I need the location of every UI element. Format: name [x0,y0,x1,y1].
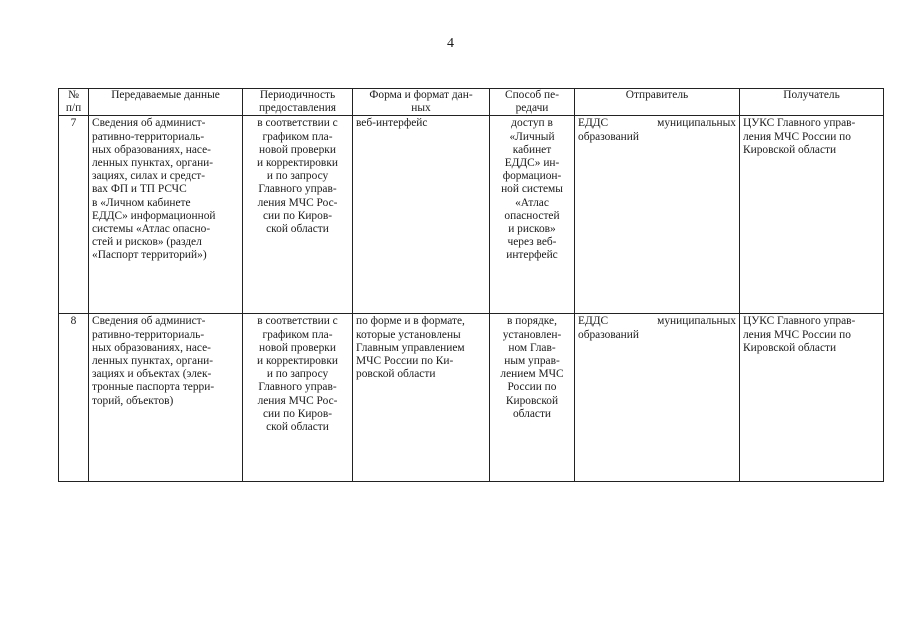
header-period: Периодичность предоставления [243,89,353,116]
sender-org: ЕДДС [578,315,609,328]
header-sender: Отправитель [575,89,740,116]
table-row [59,116,884,314]
header-method: Способ пе- редачи [490,89,575,116]
row-data: Сведения об админист- ративно-территориаль- ных образованиях, насе- ленных пунктах, органи- зациях и объектах (элек- тронные паспорта терри- торий, объектов) [89,314,243,482]
header-receiver: Получатель [740,89,884,116]
row-receiver: ЦУКС Главного управ- ления МЧС России по Кировской области [740,116,884,314]
row-period: в соответствии с графиком пла- новой проверки и корректировки и по запросу Главного управ- ления МЧС Рос- сии по Киров- ской области [243,314,353,482]
header-data: Передаваемые данные [89,89,243,116]
sender-rest-line2: образований [578,328,639,341]
sender-rest-line2: образований [578,130,639,143]
row-method: доступ в «Личный кабинет ЕДДС» ин- формацион- ной системы «Атлас опасностей и рисков» через веб- интерфейс [490,116,575,314]
row-sender [575,116,740,314]
row-num: 8 [59,314,89,482]
sender-rest: муниципальных [657,315,736,328]
row-method: в порядке, установлен- ном Глав- ным управ- лением МЧС России по Кировской области [490,314,575,482]
row-sender [575,314,740,482]
row-form: по форме и в формате, которые установлены Главным управлением МЧС России по Ки- ровской области [353,314,490,482]
page-number: 4 [447,36,454,51]
table-header-row [59,89,884,116]
row-num: 7 [59,116,89,314]
header-num: № п/п [59,89,89,116]
data-exchange-table [58,88,884,482]
table-row [59,314,884,482]
row-form: веб-интерфейс [353,116,490,314]
row-period: в соответствии с графиком пла- новой проверки и корректировки и по запросу Главного управ- ления МЧС Рос- сии по Киров- ской области [243,116,353,314]
sender-rest: муниципальных [657,117,736,130]
sender-org: ЕДДС [578,117,609,130]
header-form: Форма и формат дан- ных [353,89,490,116]
row-receiver: ЦУКС Главного управ- ления МЧС России по Кировской области [740,314,884,482]
row-data: Сведения об админист- ративно-территориаль- ных образованиях, насе- ленных пунктах, органи- зациях, силах и средст- вах ФП и ТП РСЧС в «Личном кабинете ЕДДС» информационной системы «Атлас опасно- стей и рисков» (раздел «Паспорт территорий») [89,116,243,314]
